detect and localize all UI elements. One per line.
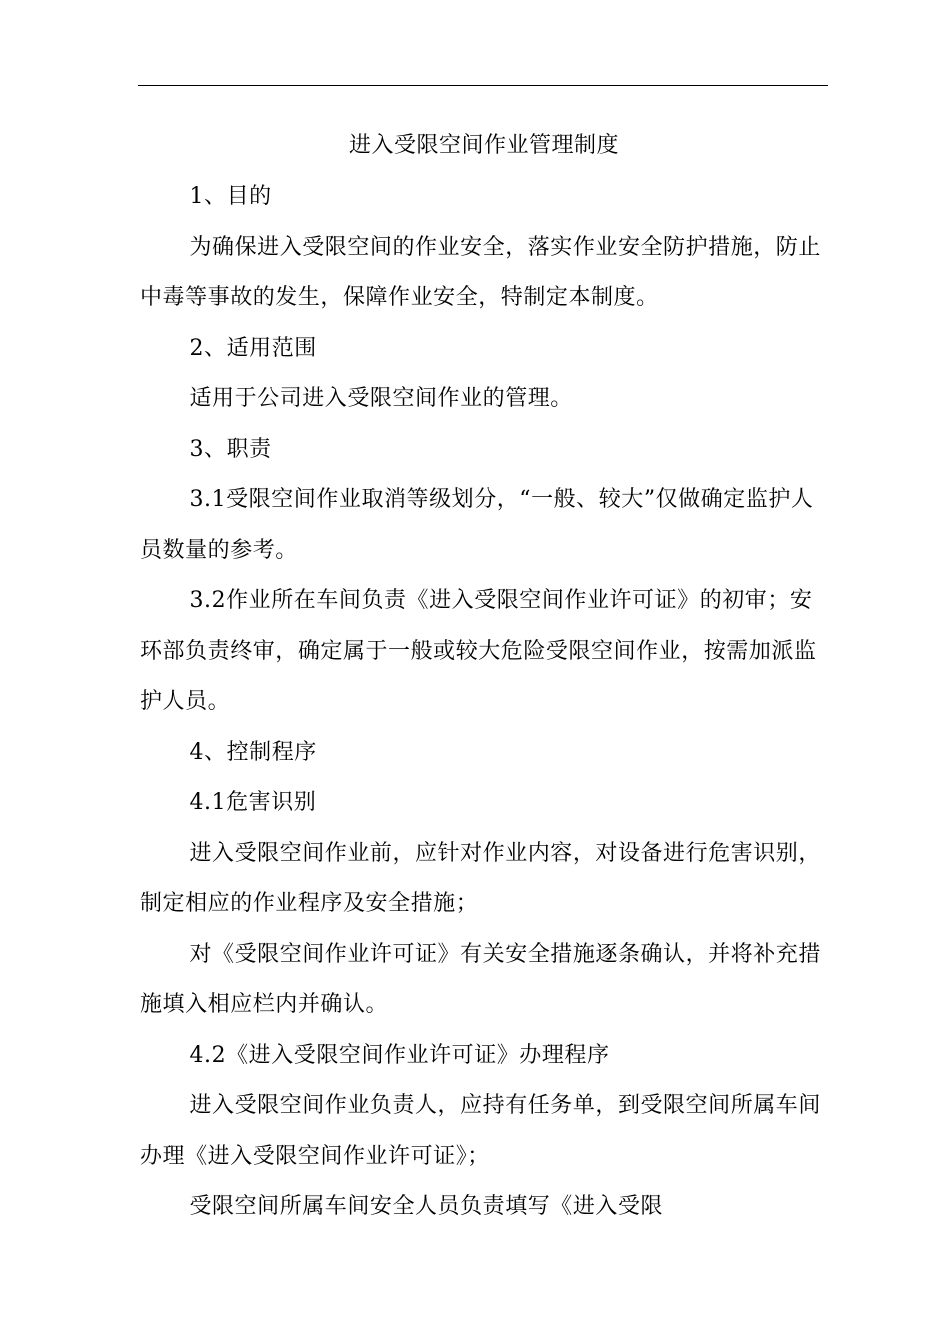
- heading-purpose: 1、目的: [189, 184, 272, 209]
- paragraph-permit-application: 进入受限空间作业负责人，应持有任务单，到受限空间所属车间办理《进入受限空间作业许可证》；: [140, 1093, 821, 1169]
- heading-responsibilities: 3、职责: [189, 436, 272, 462]
- paragraph-purpose: 为确保进入受限空间的作业安全，落实作业安全防护措施，防止中毒等事故的发生，保障作业安全，特制定本制度。: [140, 234, 821, 310]
- header-rule: [138, 85, 828, 86]
- paragraph-permit-filling: 受限空间所属车间安全人员负责填写《进入受限: [189, 1194, 664, 1219]
- paragraph-responsibility-3-1: 3.1受限空间作业取消等级划分，“一般、较大”仅做确定监护人员数量的参考。: [140, 487, 814, 563]
- heading-control-procedure: 4、控制程序: [189, 739, 317, 765]
- paragraph-permit-confirmation: 对《受限空间作业许可证》有关安全措施逐条确认，并将补充措施填入相应栏内并确认。: [140, 941, 821, 1017]
- heading-hazard-identification: 4.1危害识别: [189, 790, 317, 815]
- paragraph-responsibility-3-2: 3.2作业所在车间负责《进入受限空间作业许可证》的初审；安环部负责终审，确定属于一般或较大危险受限空间作业，按需加派监护人员。: [140, 588, 817, 714]
- document-body: [140, 120, 828, 1233]
- heading-permit-procedure: 4.2《进入受限空间作业许可证》办理程序: [189, 1042, 610, 1068]
- document-title: 进入受限空间作业管理制度: [348, 133, 619, 158]
- paragraph-hazard-identification: 进入受限空间作业前，应针对作业内容，对设备进行危害识别，制定相应的作业程序及安全措施；: [140, 840, 821, 916]
- paragraph-scope: 适用于公司进入受限空间作业的管理。: [189, 386, 573, 411]
- heading-scope: 2、适用范围: [189, 335, 317, 361]
